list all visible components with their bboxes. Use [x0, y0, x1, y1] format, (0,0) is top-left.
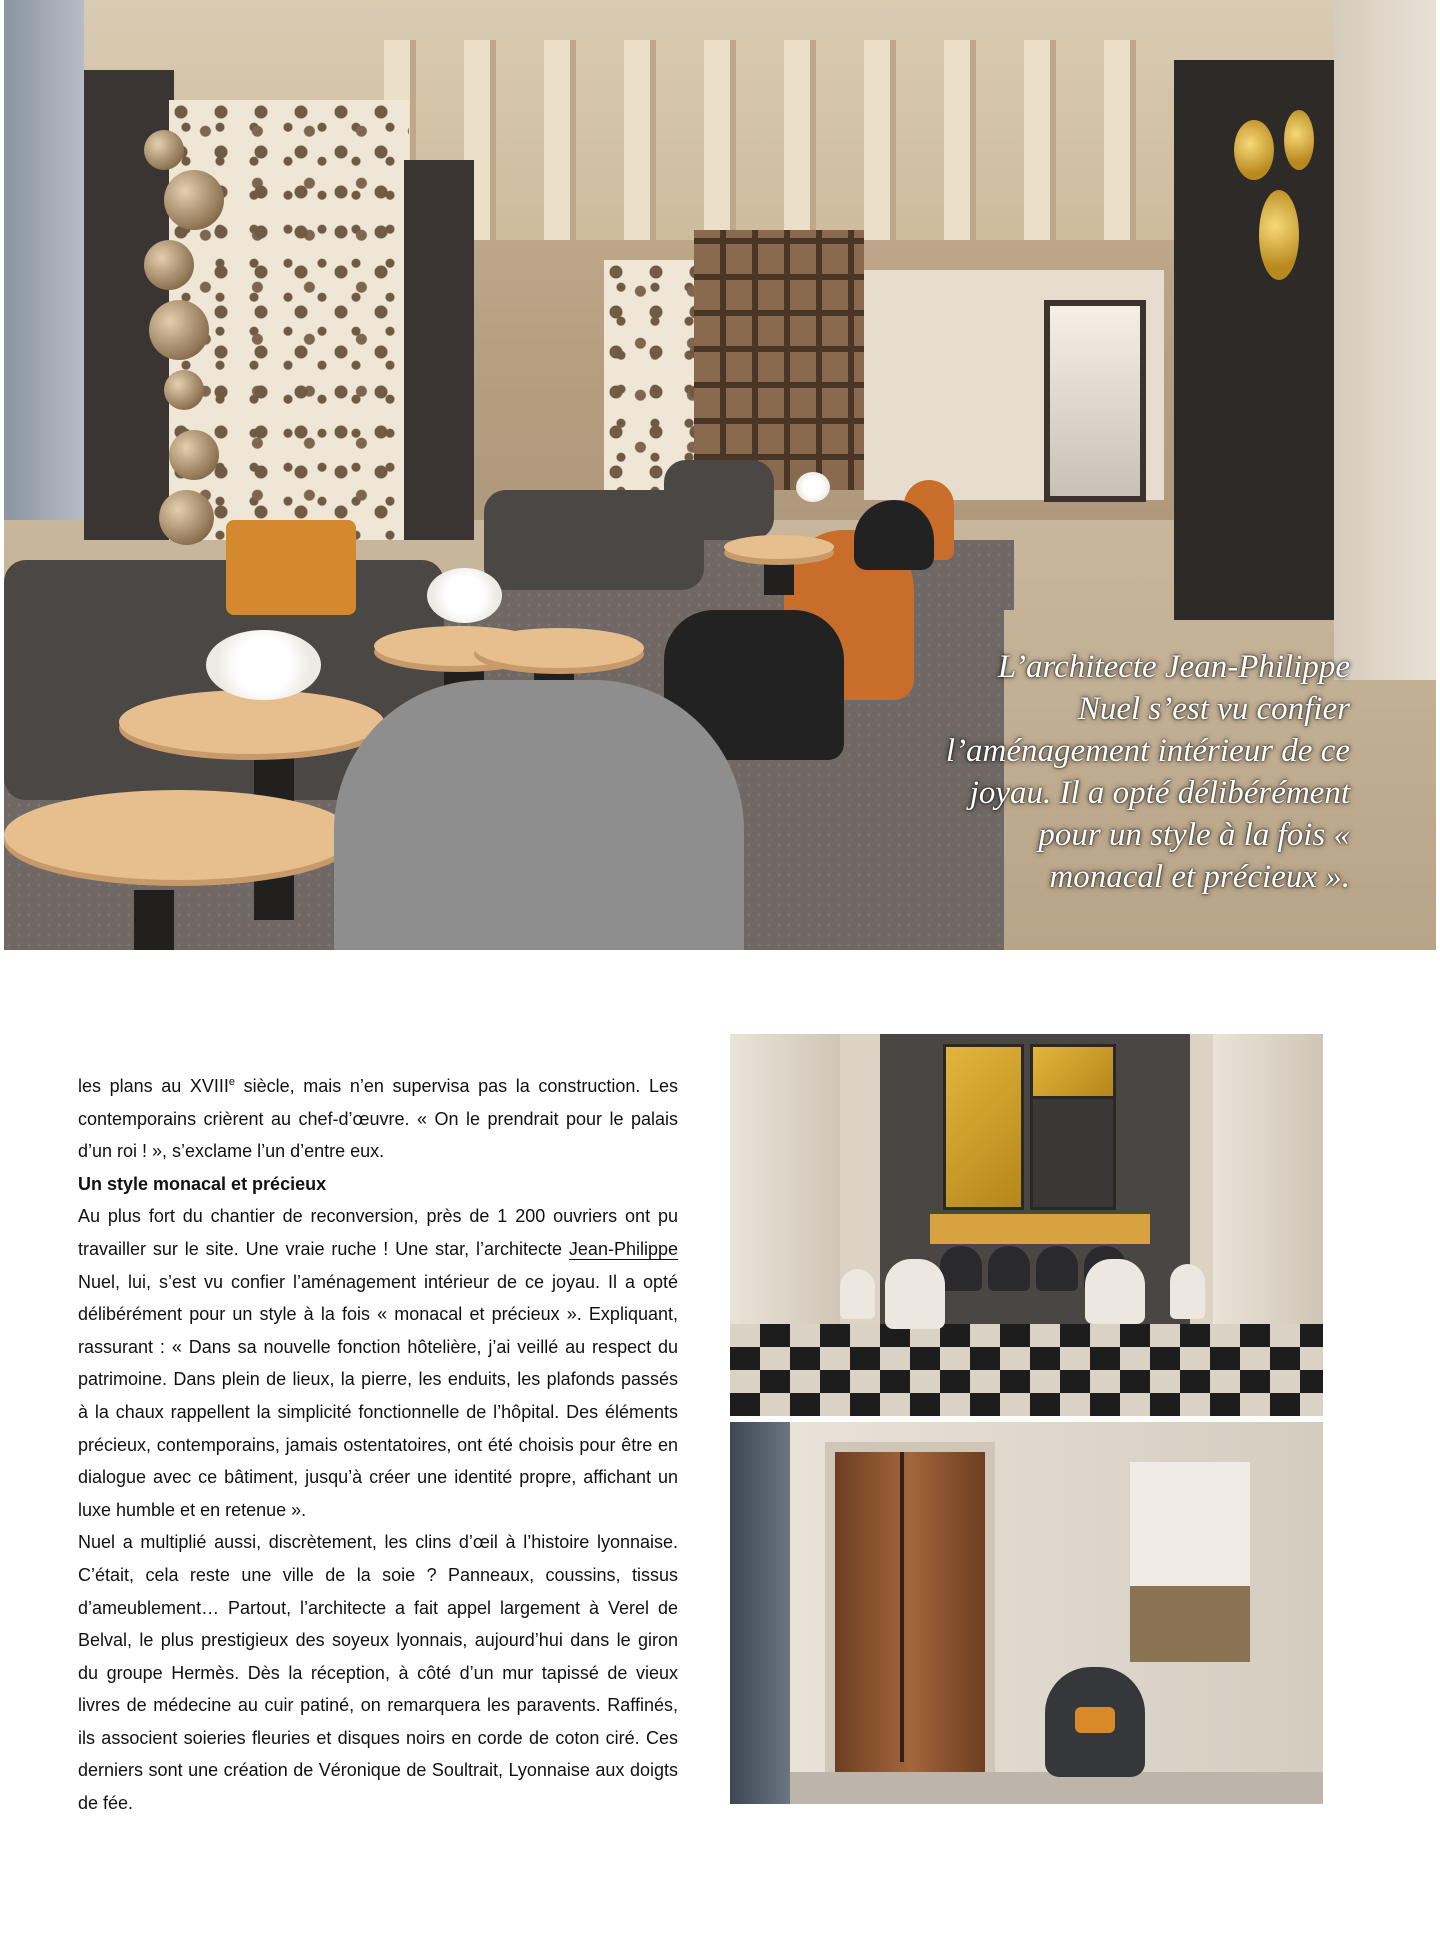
hero-photo-lounge — [4, 0, 1436, 950]
section-heading: Un style monacal et précieux — [78, 1173, 327, 1194]
photo-lobby — [730, 1034, 1323, 1416]
disc-decoration — [144, 130, 184, 170]
grey-armchair — [334, 680, 744, 950]
article-body — [78, 1070, 678, 1820]
side-table — [119, 690, 384, 754]
doorway — [1044, 300, 1146, 502]
paragraph-1: les plans au XVIIIe siècle, mais n’en supervisa pas la construction. Les contemporains crièrent au chef-d’œuvre. « On le prendrait pour le palais d’un roi ! », s’exclame l’un d’entre eux. — [78, 1076, 678, 1162]
paragraph-3: Nuel a multiplié aussi, discrètement, les clins d’œil à l’histoire lyonnaise. C’était, cela reste une ville de la soie ? Panneaux, coussins, tissus d’ameublement… Partout, l’architecte a fait appel largement à Verel de Belval, le plus prestigieux des soyeux lyonnais, aujourd’hui dans le giron du groupe Hermès. Dès la réception, à côté d’un mur tapissé de vieux livres de médecine au cuir patiné, on remarquera les paravents. Raffinés, ils associent soieries fleuries et disques noirs en corde de coton ciré. Ces derniers sont une création de Véronique de Soultrait, Lyonnaise aux doigts de fée. — [78, 1532, 678, 1814]
wall-artwork — [1130, 1462, 1250, 1662]
gold-sconce — [1234, 120, 1274, 180]
white-flowers — [206, 630, 321, 700]
paragraph-2: Au plus fort du chantier de reconversion, près de 1 200 ouvriers ont pu travailler sur le site. Une vraie ruche ! Une star, l’architecte Jean-Philippe Nuel, lui, s’est vu confier l’aménagement intérieur de ce joyau. Il a opté délibérément pour un style à la fois « monacal et précieux ». Expliquant, rassurant : « Dans sa nouvelle fonction hôtelière, j’ai veillé au respect du patrimoine. Dans plein de lieux, la pierre, les enduits, les plafonds passés à la chaux rappellent la simplicité fonctionnelle de l’hôpital. Des éléments précieux, contemporains, jamais ostentatoires, ont été choisis pour être en dialogue avec ce bâtiment, jusqu’à créer une identité propre, affichant un luxe humble et en retenue ». — [78, 1206, 678, 1520]
bench — [930, 1214, 1150, 1244]
gold-artwork — [943, 1044, 1024, 1210]
photo-wooden-door — [730, 1422, 1323, 1804]
wooden-door — [825, 1442, 995, 1782]
bookshelf — [694, 230, 864, 490]
orange-cushion — [226, 520, 356, 615]
architect-link[interactable]: Jean-Philippe — [568, 1238, 678, 1259]
checkered-floor — [730, 1324, 1323, 1416]
orange-pillow — [1075, 1707, 1115, 1733]
white-armchair — [885, 1259, 945, 1329]
photo-caption: L’architecte Jean-Philippe Nuel s’est vu confier l’aménagement intérieur de ce joyau. Il a opté délibérément pour un style à la fois « monacal et précieux ». — [945, 649, 1350, 895]
